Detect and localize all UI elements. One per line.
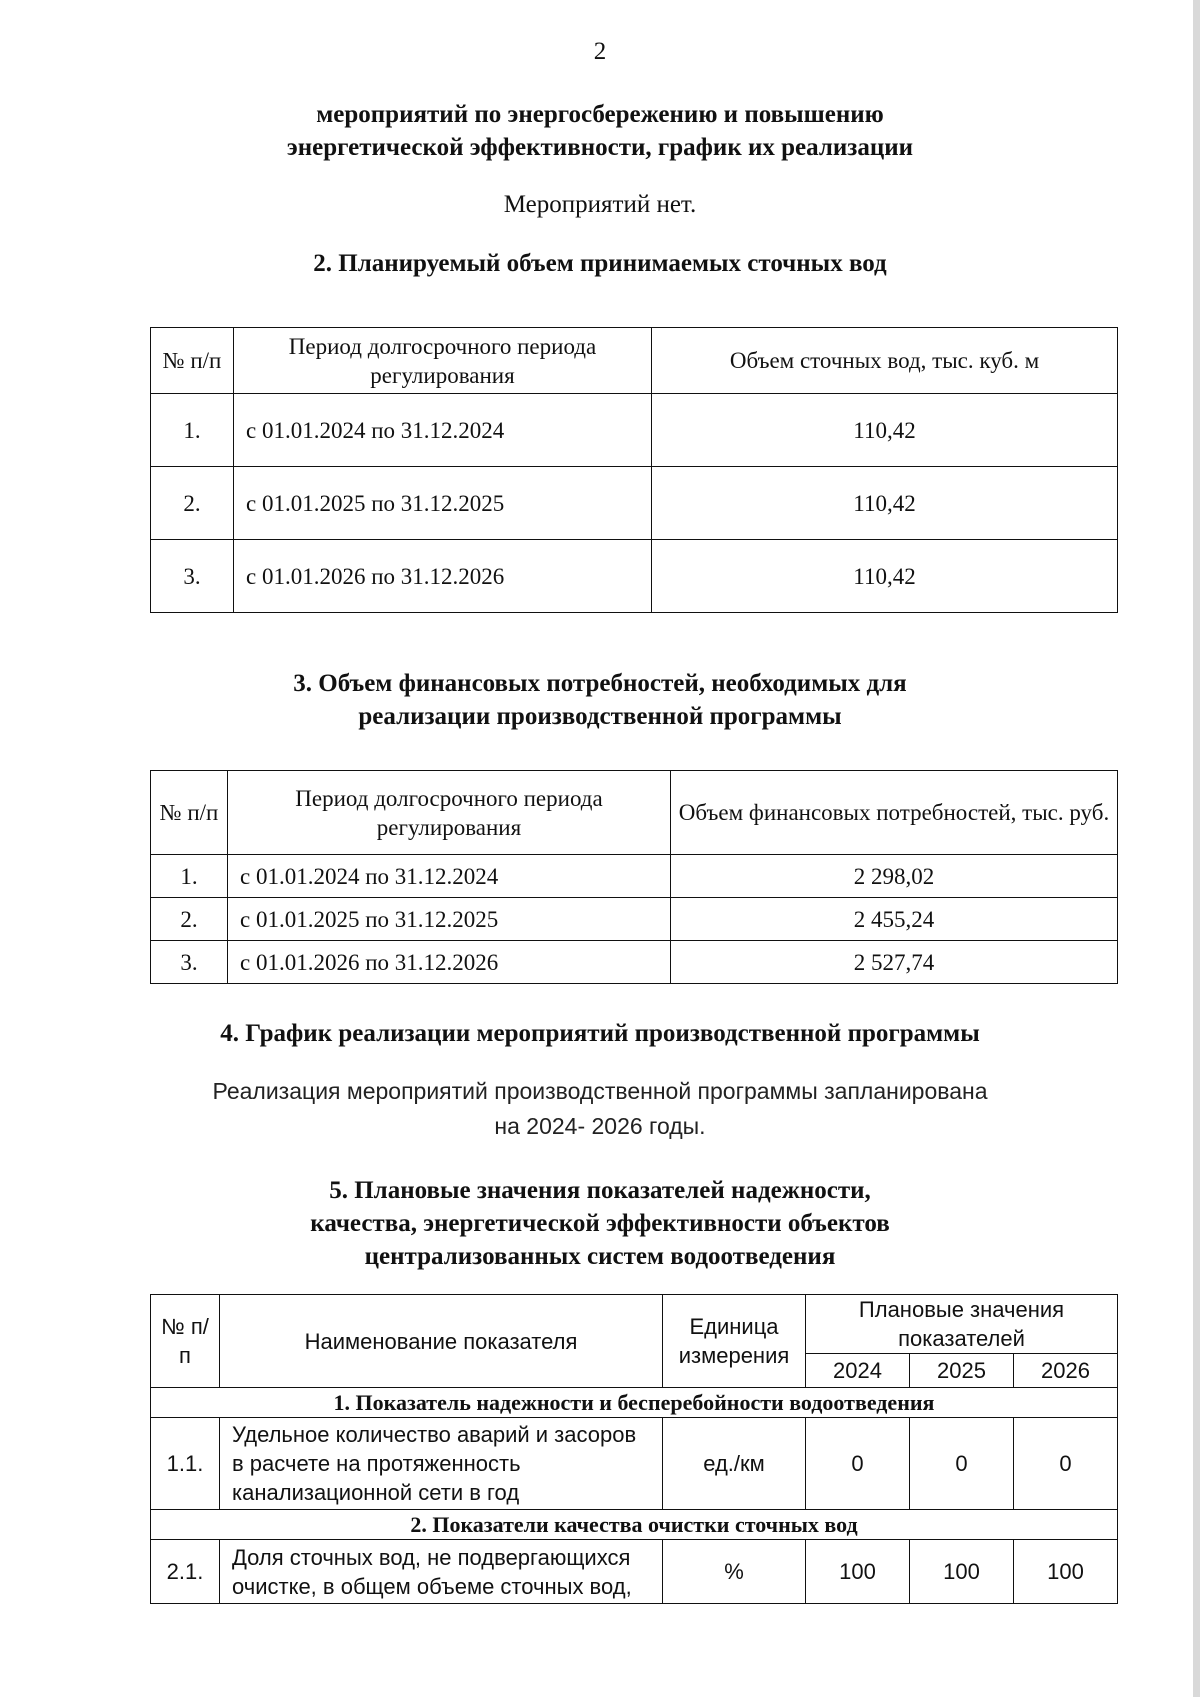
title-line: 3. Объем финансовых потребностей, необходимых для xyxy=(293,670,907,697)
table-row xyxy=(151,855,1118,898)
table-row xyxy=(151,540,1118,613)
row-value-2025: 0 xyxy=(910,1418,1014,1510)
row-value: 110,42 xyxy=(652,394,1118,467)
col-amount: Объем финансовых потребностей, тыс. руб. xyxy=(671,771,1118,855)
row-indicator-name xyxy=(220,1418,663,1510)
col-year: 2024 xyxy=(806,1354,910,1388)
heading-line: энергетической эффективности, график их реализации xyxy=(286,134,914,161)
table-row xyxy=(151,467,1118,540)
group-header-row xyxy=(151,1510,1118,1540)
section2-title: 2. Планируемый объем принимаемых сточных вод xyxy=(313,250,887,277)
row-number: 1.1. xyxy=(151,1418,220,1510)
title-line: реализации производственной программы xyxy=(358,703,842,730)
table-row xyxy=(151,898,1118,941)
row-value-2025: 100 xyxy=(910,1540,1014,1604)
row-value: 2 455,24 xyxy=(671,898,1118,941)
table-row xyxy=(151,941,1118,984)
name-line: в расчете на протяженность xyxy=(232,1451,521,1476)
section4-text xyxy=(0,1074,1200,1144)
text-line: на 2024- 2026 годы. xyxy=(494,1113,706,1139)
row-value: 110,42 xyxy=(652,540,1118,613)
name-line: Доля сточных вод, не подвергающихся xyxy=(232,1544,631,1570)
table-row xyxy=(151,1418,1118,1510)
col-period: Период долгосрочного периода регулирования xyxy=(234,328,652,394)
row-period: с 01.01.2026 по 31.12.2026 xyxy=(228,941,671,984)
section5-title xyxy=(0,1174,1200,1273)
name-line: очистке, в общем объеме сточных вод, xyxy=(232,1573,632,1599)
col-volume: Объем сточных вод, тыс. куб. м xyxy=(652,328,1118,394)
name-line: Удельное количество аварий и засоров xyxy=(232,1422,637,1447)
row-period: с 01.01.2024 по 31.12.2024 xyxy=(234,394,652,467)
title-line: централизованных систем водоотведения xyxy=(364,1243,836,1270)
col-number: № п/п xyxy=(151,771,228,855)
table-row xyxy=(151,1540,1118,1604)
row-value: 2 298,02 xyxy=(671,855,1118,898)
row-number: 3. xyxy=(151,941,228,984)
heading-continued xyxy=(0,98,1200,164)
row-value-2026: 0 xyxy=(1014,1418,1118,1510)
row-value-2024: 0 xyxy=(806,1418,910,1510)
group-title: 2. Показатели качества очистки сточных вод xyxy=(151,1510,1118,1540)
row-unit: ед./км xyxy=(663,1418,806,1510)
row-number: 1. xyxy=(151,855,228,898)
row-unit: % xyxy=(663,1540,806,1604)
col-period: Период долгосрочного периода регулирования xyxy=(228,771,671,855)
col-year: 2025 xyxy=(910,1354,1014,1388)
col-year: 2026 xyxy=(1014,1354,1118,1388)
col-number: № п/п xyxy=(151,328,234,394)
row-period: с 01.01.2026 по 31.12.2026 xyxy=(234,540,652,613)
indicators-table xyxy=(150,1294,1118,1604)
no-measures-text: Мероприятий нет. xyxy=(503,191,697,218)
wastewater-volume-table xyxy=(150,327,1118,613)
financial-needs-table xyxy=(150,770,1118,984)
table-row xyxy=(151,394,1118,467)
col-indicator-name: Наименование показателя xyxy=(220,1295,663,1388)
row-number: 2. xyxy=(151,467,234,540)
row-period: с 01.01.2025 по 31.12.2025 xyxy=(234,467,652,540)
row-number: 2. xyxy=(151,898,228,941)
heading-line: мероприятий по энергосбережению и повышению xyxy=(316,101,884,128)
row-period: с 01.01.2025 по 31.12.2025 xyxy=(228,898,671,941)
section3-title xyxy=(0,667,1200,733)
group-title: 1. Показатель надежности и бесперебойности водоотведения xyxy=(151,1388,1118,1418)
row-number: 2.1. xyxy=(151,1540,220,1604)
row-value: 2 527,74 xyxy=(671,941,1118,984)
table-header-row xyxy=(151,771,1118,855)
row-indicator-name xyxy=(220,1540,663,1604)
row-value-2024: 100 xyxy=(806,1540,910,1604)
row-period: с 01.01.2024 по 31.12.2024 xyxy=(228,855,671,898)
row-number: 1. xyxy=(151,394,234,467)
row-value-2026: 100 xyxy=(1014,1540,1118,1604)
title-line: 5. Плановые значения показателей надежности, xyxy=(329,1177,871,1204)
group-header-row xyxy=(151,1388,1118,1418)
row-value: 110,42 xyxy=(652,467,1118,540)
table-header-row xyxy=(151,1295,1118,1354)
col-unit: Единица измерения xyxy=(663,1295,806,1388)
title-line: качества, энергетической эффективности объектов xyxy=(310,1210,890,1237)
row-number: 3. xyxy=(151,540,234,613)
col-number: № п/п xyxy=(151,1295,220,1388)
col-planned-values: Плановые значения показателей xyxy=(806,1295,1118,1354)
section4-title: 4. График реализации мероприятий производственной программы xyxy=(220,1020,980,1047)
page-number: 2 xyxy=(593,38,607,65)
table-header-row xyxy=(151,328,1118,394)
text-line: Реализация мероприятий производственной программы запланирована xyxy=(212,1078,988,1104)
name-line: канализационной сети в год xyxy=(232,1480,520,1505)
